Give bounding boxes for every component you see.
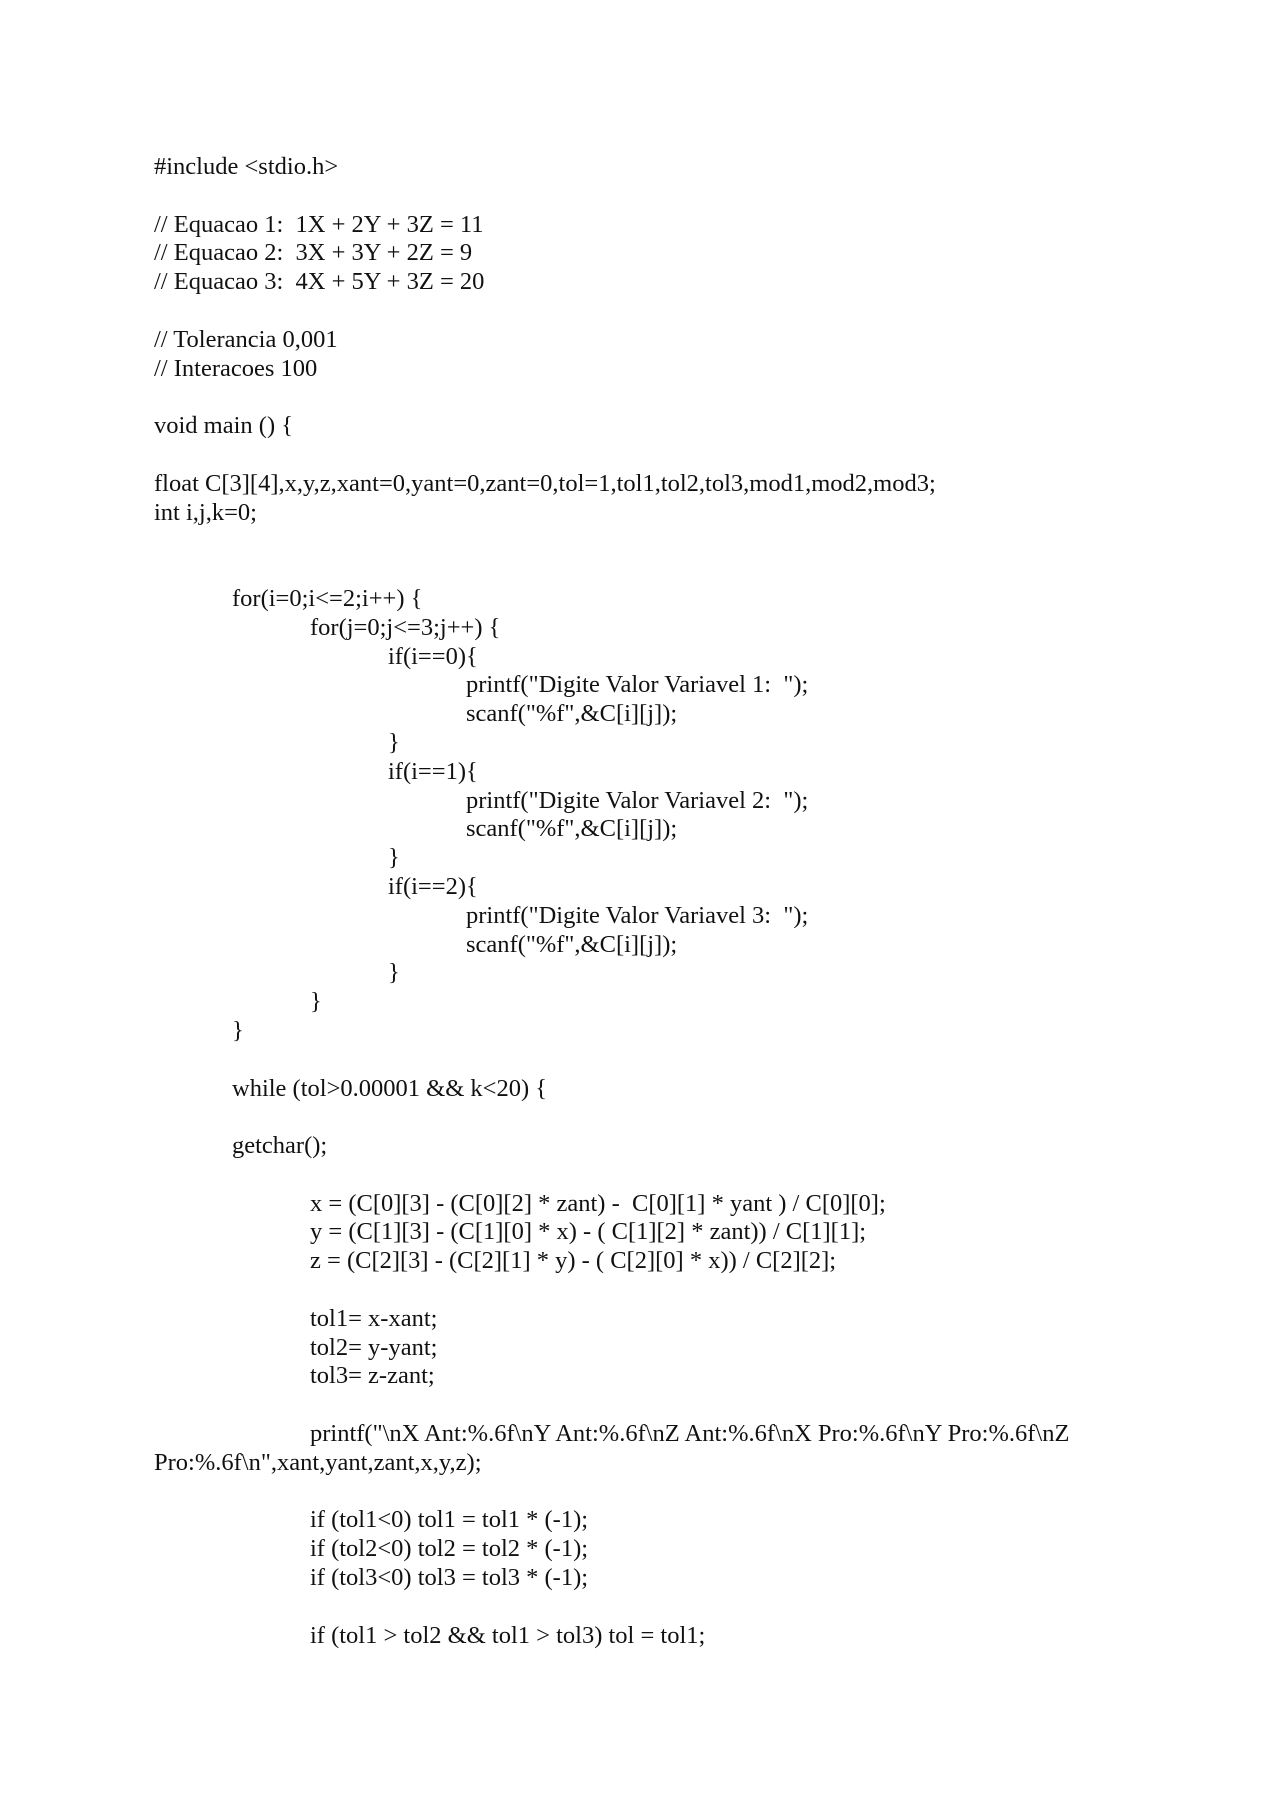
code-line-comment-iterations: // Interacoes 100: [154, 354, 318, 382]
code-line-printf-results: printf("\nX Ant:%.6f\nY Ant:%.6f\nZ Ant:%.6f\nX Pro:%.6f\nY Pro:%.6f\nZ: [310, 1420, 1070, 1448]
code-line-compute-y: y = (C[1][3] - (C[1][0] * x) - ( C[1][2] * zant)) / C[1][1];: [310, 1218, 867, 1246]
code-line-scanf: scanf("%f",&C[i][j]);: [466, 815, 678, 843]
code-listing: [154, 153, 1154, 1650]
code-line-getchar: getchar();: [232, 1132, 328, 1160]
blank-line: [154, 1593, 1154, 1622]
code-line-close-brace: }: [232, 1016, 244, 1044]
code-line-comment-tolerance: // Tolerancia 0,001: [154, 325, 338, 353]
blank-line: [154, 182, 1154, 211]
code-line-comment-equation-1: // Equacao 1: 1X + 2Y + 3Z = 11: [154, 210, 484, 238]
code-line-printf-results-continued: Pro:%.6f\n",xant,yant,zant,x,y,z);: [154, 1448, 482, 1476]
code-line-tol3: tol3= z-zant;: [310, 1362, 435, 1390]
code-line-float-declaration: float C[3][4],x,y,z,xant=0,yant=0,zant=0,tol=1,tol1,tol2,tol3,mod1,mod2,mod3;: [154, 469, 936, 497]
code-line-close-brace: }: [388, 728, 400, 756]
code-line-printf-var3: printf("Digite Valor Variavel 3: ");: [466, 901, 809, 929]
blank-line: [154, 1046, 1154, 1075]
code-line-comment-equation-2: // Equacao 2: 3X + 3Y + 2Z = 9: [154, 239, 473, 267]
code-line-tol2: tol2= y-yant;: [310, 1333, 438, 1361]
code-line-tol1: tol1= x-xant;: [310, 1304, 438, 1332]
code-line-for-j: for(j=0;j<=3;j++) {: [310, 613, 501, 641]
code-line-while: while (tol>0.00001 && k<20) {: [232, 1074, 547, 1102]
blank-line: [154, 1103, 1154, 1132]
blank-line: [154, 297, 1154, 326]
blank-line: [154, 383, 1154, 412]
code-line-printf-var2: printf("Digite Valor Variavel 2: ");: [466, 786, 809, 814]
code-line-printf-var1: printf("Digite Valor Variavel 1: ");: [466, 671, 809, 699]
code-line-if-i0: if(i==0){: [388, 642, 478, 670]
blank-line: [154, 527, 1154, 556]
blank-line: [154, 1391, 1154, 1420]
code-line-close-brace: }: [310, 988, 322, 1016]
code-line-include: #include <stdio.h>: [154, 153, 339, 180]
code-line-close-brace: }: [388, 844, 400, 872]
blank-line: [154, 1276, 1154, 1305]
code-line-comment-equation-3: // Equacao 3: 4X + 5Y + 3Z = 20: [154, 268, 485, 296]
code-line-close-brace: }: [388, 959, 400, 987]
code-line-max-tol: if (tol1 > tol2 && tol1 > tol3) tol = tol1;: [310, 1621, 706, 1649]
code-line-scanf: scanf("%f",&C[i][j]);: [466, 930, 678, 958]
code-line-int-declaration: int i,j,k=0;: [154, 498, 257, 526]
code-line-scanf: scanf("%f",&C[i][j]);: [466, 700, 678, 728]
blank-line: [154, 441, 1154, 470]
code-line-abs-tol1: if (tol1<0) tol1 = tol1 * (-1);: [310, 1506, 589, 1534]
code-line-abs-tol3: if (tol3<0) tol3 = tol3 * (-1);: [310, 1564, 589, 1592]
code-line-main-signature: void main () {: [154, 412, 293, 440]
code-line-abs-tol2: if (tol2<0) tol2 = tol2 * (-1);: [310, 1535, 589, 1563]
blank-line: [154, 1161, 1154, 1190]
code-line-compute-z: z = (C[2][3] - (C[2][1] * y) - ( C[2][0] * x)) / C[2][2];: [310, 1247, 837, 1275]
blank-line: [154, 556, 1154, 585]
code-line-compute-x: x = (C[0][3] - (C[0][2] * zant) - C[0][1] * yant ) / C[0][0];: [310, 1189, 886, 1217]
blank-line: [154, 1478, 1154, 1507]
code-line-if-i2: if(i==2){: [388, 872, 478, 900]
code-line-for-i: for(i=0;i<=2;i++) {: [232, 584, 423, 612]
code-line-if-i1: if(i==1){: [388, 757, 478, 785]
